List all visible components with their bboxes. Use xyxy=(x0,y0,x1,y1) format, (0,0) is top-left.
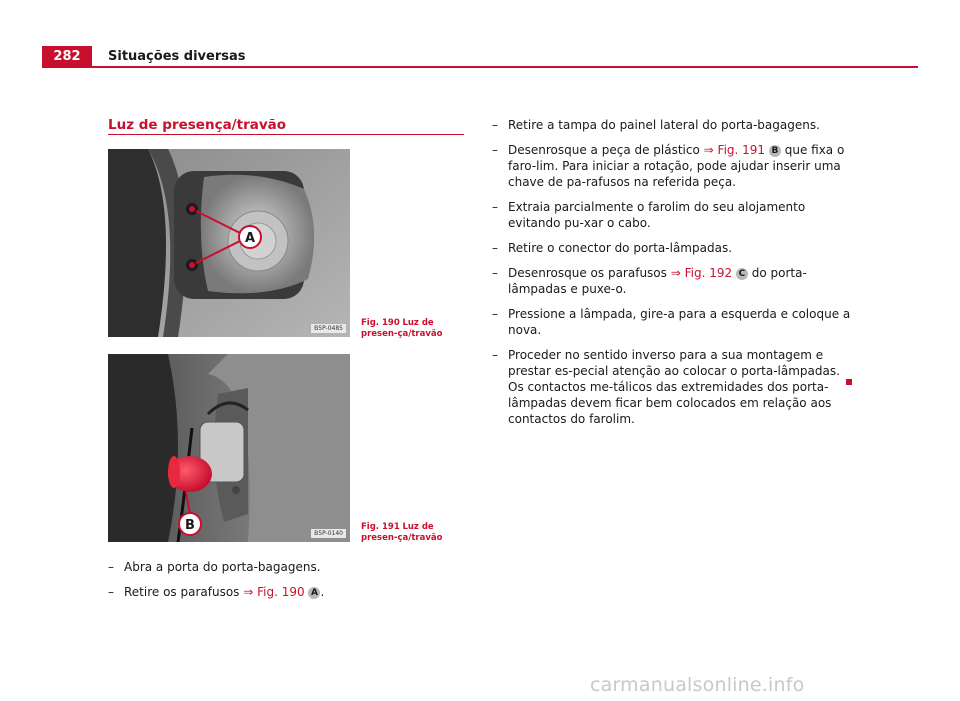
section-end-marker xyxy=(846,379,852,385)
figure-191-caption xyxy=(361,522,471,544)
step-text: Pressione a lâmpada, gire-a para a esquerda e coloque a nova. xyxy=(508,307,851,337)
step-item xyxy=(492,199,852,231)
step-text: do porta-lâmpadas e puxe-o. xyxy=(508,266,807,296)
left-step-list xyxy=(108,559,464,609)
figure-190-caption xyxy=(361,318,471,340)
figure-191-caption-text: Luz de presen-ça/travão xyxy=(361,522,443,543)
figure-191-label: Fig. 191 xyxy=(361,522,400,532)
step-item xyxy=(492,142,852,190)
step-text: Retire os parafusos xyxy=(124,585,240,599)
right-step-list xyxy=(492,117,852,436)
step-item xyxy=(492,265,852,297)
callout-badge: A xyxy=(308,587,320,599)
figure-191-image xyxy=(108,354,350,542)
step-item xyxy=(492,347,852,427)
figure-reference-link[interactable]: ⇒ Fig. 190 xyxy=(243,585,305,599)
section-title: Luz de presença/travão xyxy=(108,117,287,133)
step-item xyxy=(492,117,852,133)
section-rule xyxy=(108,134,464,135)
step-text: que fixa o faro-lim. Para iniciar a rotação, pode ajudar inserir uma chave de pa-rafusos na referida peça. xyxy=(508,143,845,189)
step-text: Desenrosque os parafusos xyxy=(508,266,667,280)
step-text: Desenrosque a peça de plástico xyxy=(508,143,700,157)
step-item xyxy=(492,240,852,256)
step-text: . xyxy=(320,585,325,599)
figure-191-callout: B xyxy=(185,518,195,533)
figure-reference-link[interactable]: ⇒ Fig. 191 xyxy=(703,143,766,157)
figure-190-label: Fig. 190 xyxy=(361,318,400,328)
watermark: carmanualsonline.info xyxy=(590,674,805,696)
step-item xyxy=(108,584,464,600)
running-title: Situações diversas xyxy=(108,49,246,64)
figure-reference-link[interactable]: ⇒ Fig. 192 xyxy=(670,266,733,280)
step-text: Extraia parcialmente o farolim do seu alojamento evitando pu-xar o cabo. xyxy=(508,200,806,230)
step-text: Abra a porta do porta-bagagens. xyxy=(124,560,321,574)
figure-190-code: B5P-0485 xyxy=(311,324,346,333)
figure-190-image xyxy=(108,149,350,337)
figure-190-caption-text: Luz de presen-ça/travão xyxy=(361,318,443,339)
page-number: 282 xyxy=(42,46,92,68)
step-item xyxy=(492,306,852,338)
step-text: Proceder no sentido inverso para a sua montagem e prestar es-pecial atenção ao colocar o porta-lâmpadas. Os contactos me-tálicos das extremidades dos porta-lâmpadas devem ficar bem colocados em relação aos contactos do farolim. xyxy=(508,348,840,426)
callout-badge: C xyxy=(736,268,748,280)
step-item xyxy=(108,559,464,575)
step-text: Retire a tampa do painel lateral do porta-bagagens. xyxy=(508,118,820,132)
header-rule xyxy=(42,66,918,68)
figure-190-callout: A xyxy=(244,231,256,246)
step-text: Retire o conector do porta-lâmpadas. xyxy=(508,241,733,255)
figure-191-code: B5P-0140 xyxy=(311,529,346,538)
callout-badge: B xyxy=(769,145,781,157)
